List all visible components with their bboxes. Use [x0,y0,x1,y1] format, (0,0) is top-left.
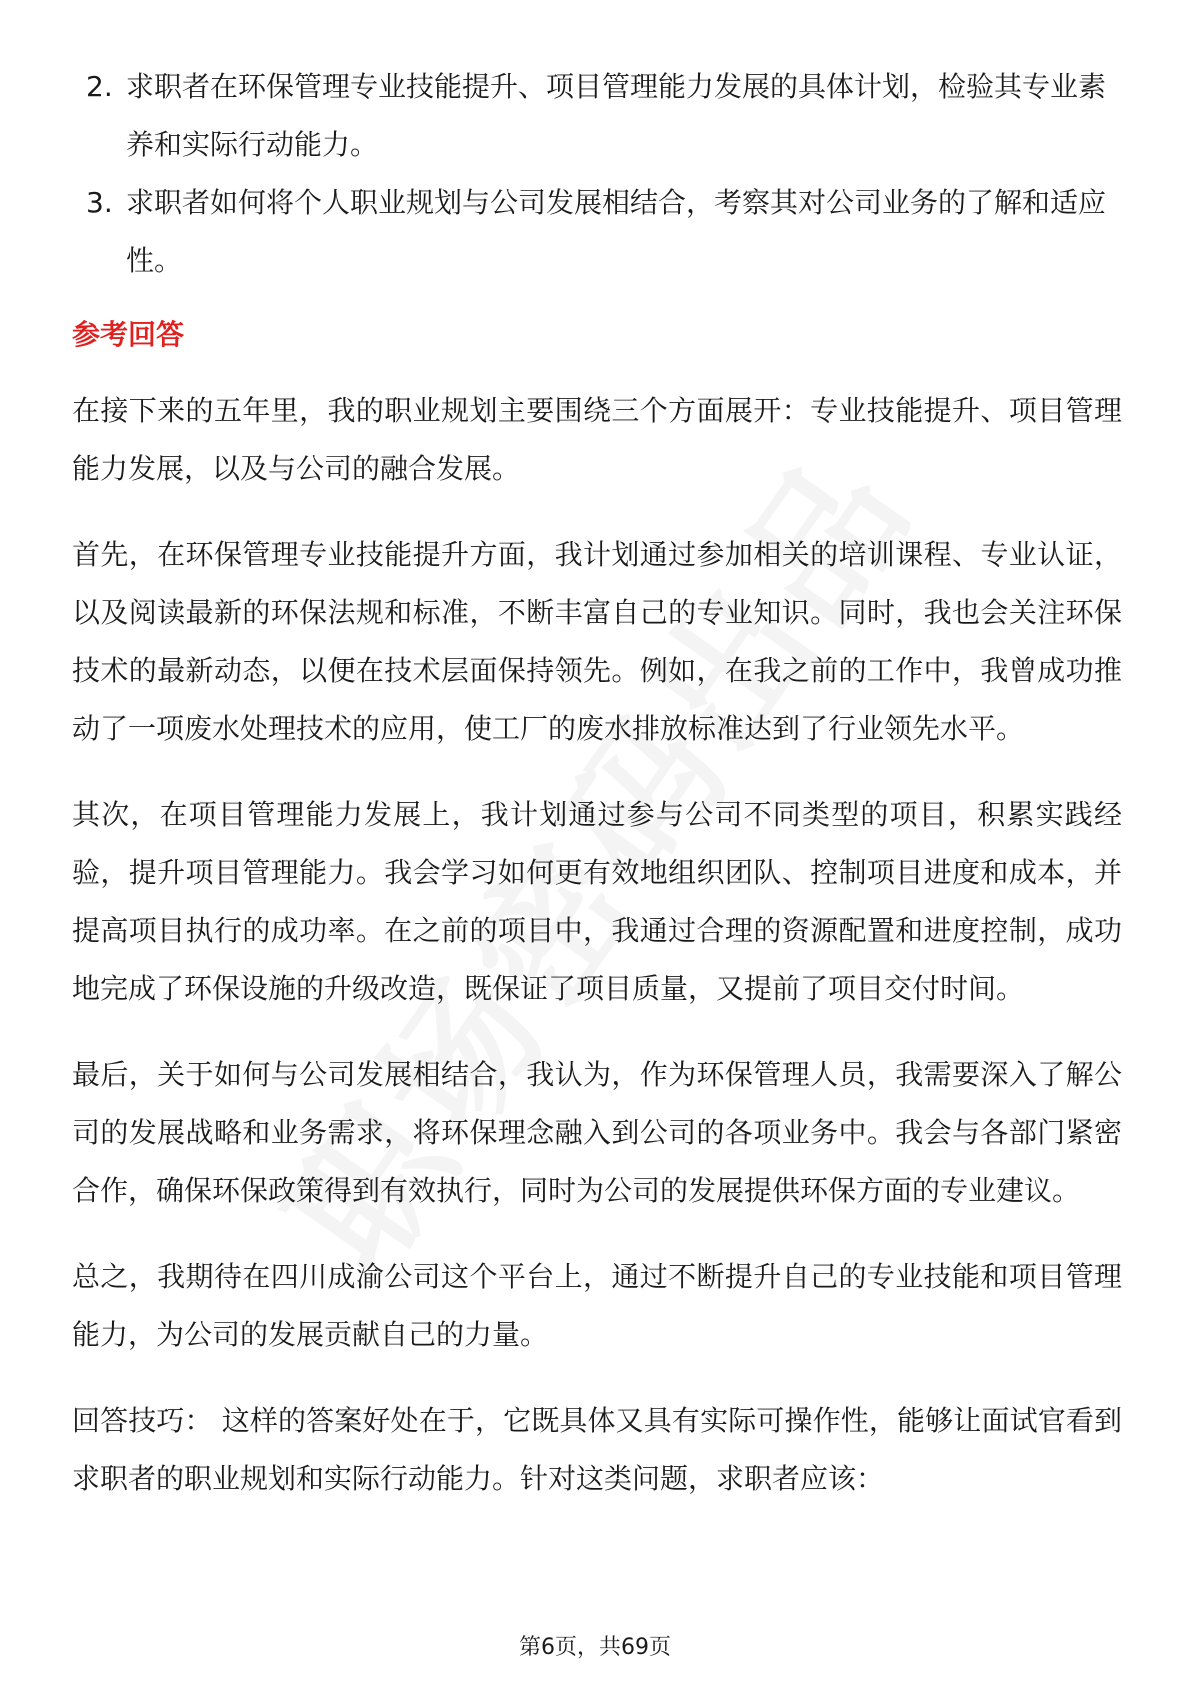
paragraph-project-management: 其次，在项目管理能力发展上，我计划通过参与公司不同类型的项目，积累实践经验，提升项目管理能力。我会学习如何更有效地组织团队、控制项目进度和成本，并提高项目执行的成功率。在之前的项目中，我通过合理的资源配置和进度控制，成功地完成了环保设施的升级改造，既保证了项目质量，又提前了项目交付时间。 [72,798,1122,1005]
paragraph-company-integration: 最后，关于如何与公司发展相结合，我认为，作为环保管理人员，我需要深入了解公司的发展战略和业务需求，将环保理念融入到公司的各项业务中。我会与各部门紧密合作，确保环保政策得到有效执行，同时为公司的发展提供环保方面的专业建议。 [72,1058,1122,1207]
page-content [72,58,1122,1536]
paragraph-summary: 总之，我期待在四川成渝公司这个平台上，通过不断提升自己的专业技能和项目管理能力，为公司的发展贡献自己的力量。 [72,1260,1122,1351]
list-item-number: 2. [86,70,113,103]
page-number: 第6页，共69页 [519,1635,671,1660]
list-item [72,174,1122,290]
numbered-list [72,58,1122,290]
paragraph-answer-tips: 回答技巧： 这样的答案好处在于，它既具体又具有实际可操作性，能够让面试官看到求职者的职业规划和实际行动能力。针对这类问题，求职者应该： [72,1404,1122,1495]
list-item-number: 3. [86,186,113,219]
list-item [72,58,1122,174]
list-item-text: 求职者如何将个人职业规划与公司发展相结合，考察其对公司业务的了解和适应性。 [126,186,1107,277]
list-item-text: 求职者在环保管理专业技能提升、项目管理能力发展的具体计划，检验其专业素养和实际行动能力。 [126,70,1107,161]
paragraph-intro: 在接下来的五年里，我的职业规划主要围绕三个方面展开：专业技能提升、项目管理能力发展，以及与公司的融合发展。 [72,394,1122,485]
paragraph-skills: 首先，在环保管理专业技能提升方面，我计划通过参加相关的培训课程、专业认证，以及阅读最新的环保法规和标准，不断丰富自己的专业知识。同时，我也会关注环保技术的最新动态，以便在技术层面保持领先。例如，在我之前的工作中，我曾成功推动了一项废水处理技术的应用，使工厂的废水排放标准达到了行业领先水平。 [72,538,1122,745]
section-heading: 参考回答 [72,318,185,351]
